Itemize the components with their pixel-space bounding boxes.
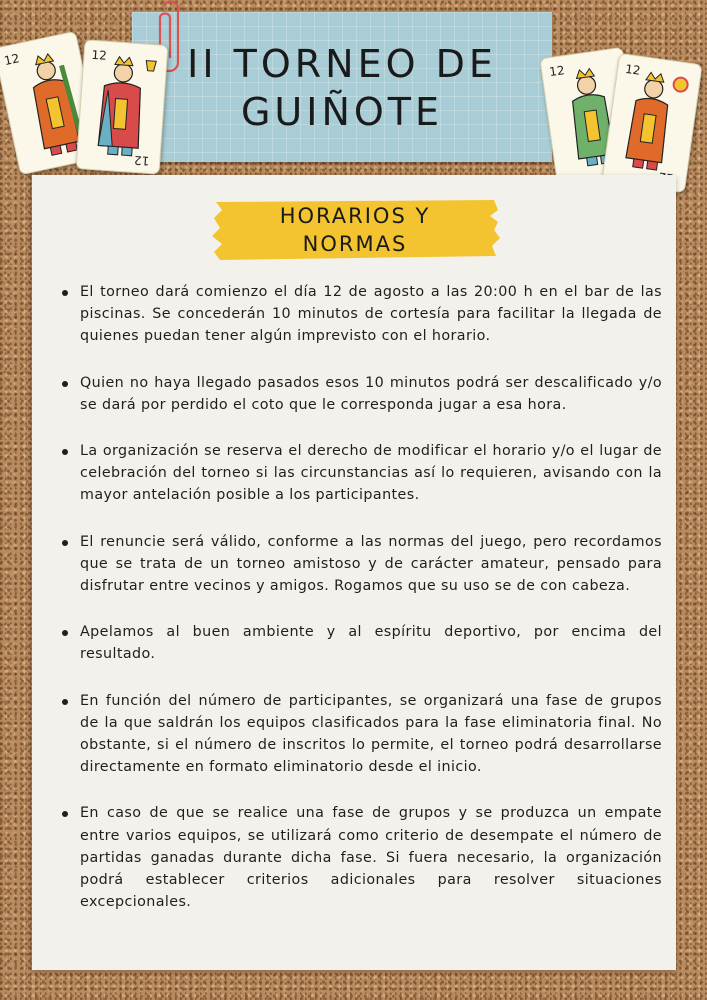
list-item: La organización se reserva el derecho de modificar el horario y/o el lugar de celebración del torneo si las circunstancias así lo requieren, avisando con la mayor antelación posible a los participantes.	[60, 440, 662, 507]
list-item: En función del número de participantes, se organizará una fase de grupos de la que saldrán los equipos clasificados para la fase eliminatoria final. No obstante, si el número de inscritos lo permite, el torneo podrá desarrollarse directamente en formato eliminatorio desde el inicio.	[60, 690, 662, 779]
list-item: En caso de que se realice una fase de grupos y se produzca un empate entre varios equipos, se utilizará como criterio de desempate el número de partidas ganadas durante dicha fase. Si fuera necesario, la organización podrá establecer criterios adicionales para resolver situaciones excepcionales.	[60, 802, 662, 913]
card-number: 12	[91, 47, 108, 63]
section-banner	[210, 198, 500, 262]
title-panel	[132, 12, 552, 162]
section-heading: HORARIOS Y NORMAS	[279, 204, 431, 256]
card-number: 12	[548, 63, 566, 80]
playing-card-right-front	[601, 53, 702, 193]
list-item: Quien no haya llegado pasados esos 10 minutos podrá ser descalificado y/o se dará por perdido el coto que le corresponda jugar a esa hora.	[60, 372, 662, 416]
list-item: El torneo dará comienzo el día 12 de agosto a las 20:00 h en el bar de las piscinas. Se concederán 10 minutos de cortesía para facilitar la llegada de quienes puedan tener algún imprevisto con el horario.	[60, 281, 662, 348]
page-title: II TORNEO DE GUIÑOTE	[187, 42, 497, 134]
list-item: El renuncie será válido, conforme a las normas del juego, pero recordamos que se trata de un torneo amistoso y de carácter amateur, pensado para disfrutar entre vecinos y amigos. Rogamos que su uso se de con cabeza.	[60, 531, 662, 598]
svg-text:12: 12	[133, 152, 150, 169]
card-number: 12	[2, 51, 21, 69]
card-number: 12	[624, 61, 642, 78]
list-item: Apelamos al buen ambiente y al espíritu deportivo, por encima del resultado.	[60, 621, 662, 665]
playing-card-left-front	[76, 39, 169, 175]
rules-list	[60, 281, 662, 937]
